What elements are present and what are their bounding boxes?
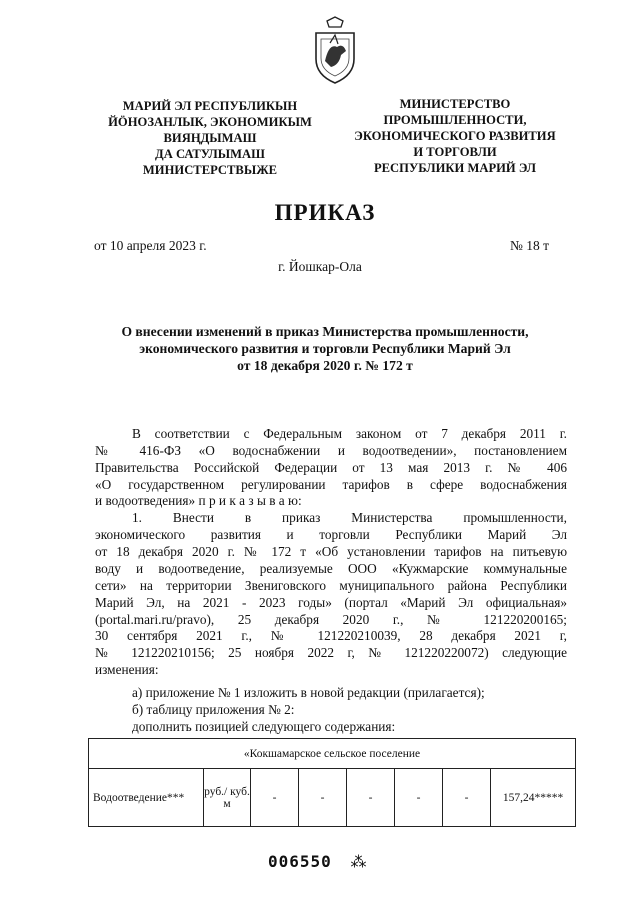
table-section-row [89, 739, 576, 769]
table-cell: - [347, 769, 395, 827]
table-cell: - [299, 769, 347, 827]
title-line: О внесении изменений в приказ Министерства промышленности, [121, 324, 529, 339]
title-line: от 18 декабря 2020 г. № 172 т [237, 358, 413, 373]
body-line: В соответствии с Федеральным законом от 7 декабря 2011 г. [132, 426, 567, 441]
table-cell: руб./ куб. м [204, 769, 251, 827]
table-cell: - [395, 769, 443, 827]
body-line: воду и водоотведение, реализуемые ООО «Кужмарские коммунальные [95, 561, 567, 576]
header-right-line: И ТОРГОВЛИ [413, 145, 497, 159]
header-left-line: ДА САТУЛЫМАШ [155, 147, 265, 161]
table-section-cell: «Кокшамарское сельское поселение [89, 739, 576, 769]
table-cell: Водоотведение*** [89, 769, 204, 827]
serial-number-value: 006550 [268, 852, 332, 871]
body-line: Правительства Российской Федерации от 13 мая 2013 г. № 406 [95, 460, 567, 475]
header-left-line: ЙӦНОЗАНЛЫК, ЭКОНОМИКЫМ [108, 115, 312, 129]
body-line: изменения: [95, 662, 159, 677]
body-line: (portal.mari.ru/pravo), 25 декабря 2020 г., № 121220200165; [95, 612, 567, 627]
title-line: экономического развития и торговли Республики Марий Эл [139, 341, 511, 356]
header-left-line: ВИЯҢДЫМАШ [163, 131, 257, 145]
header-left-line: МИНИСТЕРСТВЫЖЕ [142, 163, 278, 177]
table-cell: - [251, 769, 299, 827]
header-right-line: ПРОМЫШЛЕННОСТИ, [383, 113, 527, 127]
tariff-position-table [88, 738, 576, 827]
document-number: № 18 т [510, 238, 550, 253]
body-line: № 416-ФЗ «О водоснабжении и водоотведении», постановлением [95, 443, 567, 458]
body-line: 1. Внести в приказ Министерства промышленности, [132, 510, 567, 525]
coat-of-arms-emblem [313, 15, 357, 85]
body-line: сети» на территории Звениговского муниципального района Республики [95, 578, 567, 593]
document-title [60, 323, 590, 374]
body-line: 30 сентября 2021 г., № 121220210039, 28 декабря 2021 г, [95, 628, 567, 643]
body-line: экономического развития и торговли Республики Марий Эл [95, 527, 567, 542]
body-line: б) таблицу приложения № 2: [132, 702, 295, 717]
header-left-line: МАРИЙ ЭЛ РЕСПУБЛИКЫН [122, 99, 298, 113]
header-right-line: ЭКОНОМИЧЕСКОГО РАЗВИТИЯ [354, 129, 556, 143]
body-line: от 18 декабря 2020 г. № 172 т «Об установлении тарифов на питьевую [95, 544, 567, 559]
body-line: и водоотведения» п р и к а з ы в а ю: [95, 493, 302, 508]
body-line: Марий Эл, на 2021 - 2023 годы» (портал «Марий Эл официальная» [95, 595, 567, 610]
header-left-block [100, 98, 320, 178]
serial-mark-icon: ⁂ [350, 852, 368, 871]
table-cell: - [443, 769, 491, 827]
document-type-heading: ПРИКАЗ [274, 200, 376, 225]
serial-number [268, 852, 367, 871]
header-right-line: РЕСПУБЛИКИ МАРИЙ ЭЛ [373, 161, 537, 175]
table-row [89, 769, 576, 827]
document-date: от 10 апреля 2023 г. [94, 238, 207, 253]
document-city: г. Йошкар-Ола [278, 259, 362, 274]
table-cell: 157,24***** [491, 769, 576, 827]
header-right-block [340, 96, 570, 176]
header-right-line: МИНИСТЕРСТВО [399, 97, 511, 111]
body-line: «О государственном регулировании тарифов в сфере водоснабжения [95, 477, 567, 492]
body-line: а) приложение № 1 изложить в новой редакции (прилагается); [132, 685, 485, 700]
body-line: дополнить позицией следующего содержания: [132, 719, 396, 734]
body-line: № 121220210156; 25 ноября 2022 г, № 121220220072) следующие [95, 645, 567, 660]
